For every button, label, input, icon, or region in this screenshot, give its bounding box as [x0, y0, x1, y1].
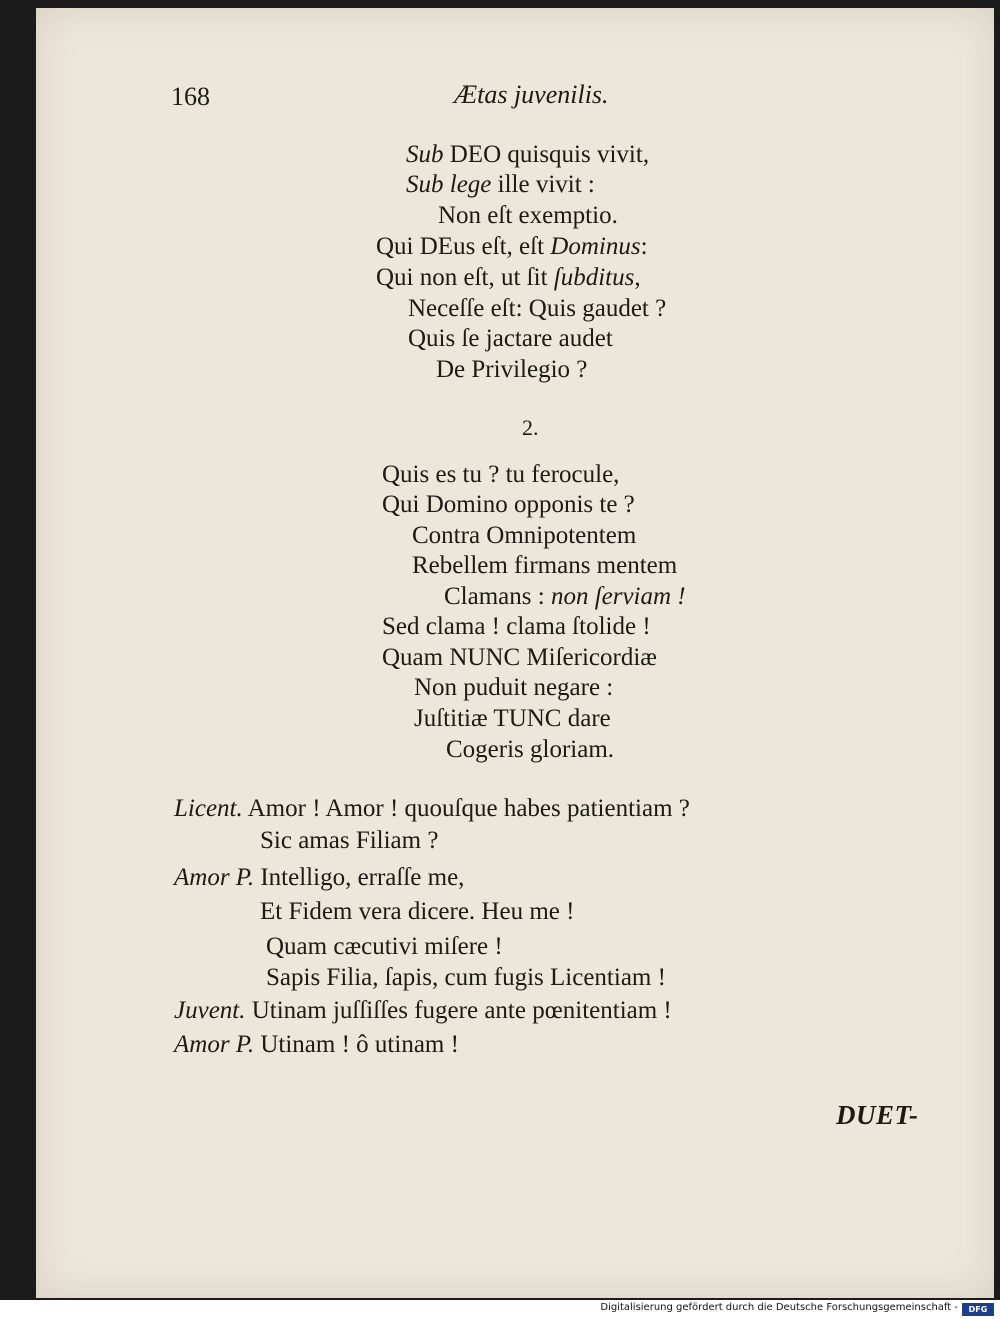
dialogue-line: Amor P. Utinam ! ô utinam !: [174, 1031, 459, 1058]
verse-line: Non puduit negare :: [414, 674, 614, 701]
verse-line: Quis ſe jactare audet: [408, 325, 613, 352]
footer-bar: [0, 1300, 1000, 1319]
verse-line: Clamans : non ſerviam !: [444, 583, 686, 610]
dialogue-line: Sapis Filia, ſapis, cum fugis Licentiam !: [266, 964, 666, 991]
verse-line: Juſtitiæ TUNC dare: [414, 705, 611, 732]
running-head: Ætas juvenilis.: [454, 80, 609, 109]
verse-line: Rebellem firmans mentem: [412, 552, 678, 579]
verse-line: Neceſſe eſt: Quis gaudet ?: [408, 295, 667, 322]
dfg-logo: DFG: [962, 1303, 994, 1316]
verse-line: Sed clama ! clama ſtolide !: [382, 613, 651, 640]
dialogue-line: Amor P. Intelligo, erraſſe me,: [174, 864, 465, 891]
speaker-label: Licent.: [174, 795, 243, 822]
dialogue-line: Quam cæcutivi miſere !: [266, 933, 503, 960]
funding-credit: Digitalisierung gefördert durch die Deutsche Forschungsgemeinschaft -: [600, 1302, 958, 1313]
book-page: [36, 8, 994, 1298]
verse-line: Quam NUNC Miſericordiæ: [382, 644, 657, 671]
catchword: DUET-: [836, 1100, 919, 1130]
dialogue-line: Et Fidem vera dicere. Heu me !: [260, 898, 575, 925]
verse-line: Non eſt exemptio.: [438, 202, 618, 229]
verse-line: De Privilegio ?: [436, 356, 588, 383]
speaker-label: Amor P.: [174, 864, 255, 891]
dialogue-line: Sic amas Filiam ?: [260, 827, 439, 854]
page-number: 168: [171, 82, 210, 111]
speaker-label: Amor P.: [174, 1031, 255, 1058]
verse-line: Contra Omnipotentem: [412, 522, 637, 549]
speaker-label: Juvent.: [174, 997, 246, 1024]
verse-line: Cogeris gloriam.: [446, 736, 615, 763]
verse-line: Sub lege ille vivit :: [406, 171, 595, 198]
dialogue-line: Licent. Amor ! Amor ! quouſque habes patientiam ?: [174, 795, 690, 822]
verse-line: Qui DEus eſt, eſt Dominus:: [376, 233, 648, 260]
dialogue-line: Juvent. Utinam juſſiſſes fugere ante pœnitentiam !: [174, 997, 672, 1024]
verse-line: Qui non eſt, ut ſit ſubditus,: [376, 264, 641, 291]
verse-line: Sub DEO quisquis vivit,: [406, 141, 650, 168]
verse-line: Quis es tu ? tu ferocule,: [382, 461, 620, 488]
stanza-number: 2.: [522, 415, 539, 440]
verse-line: Qui Domino opponis te ?: [382, 491, 635, 518]
